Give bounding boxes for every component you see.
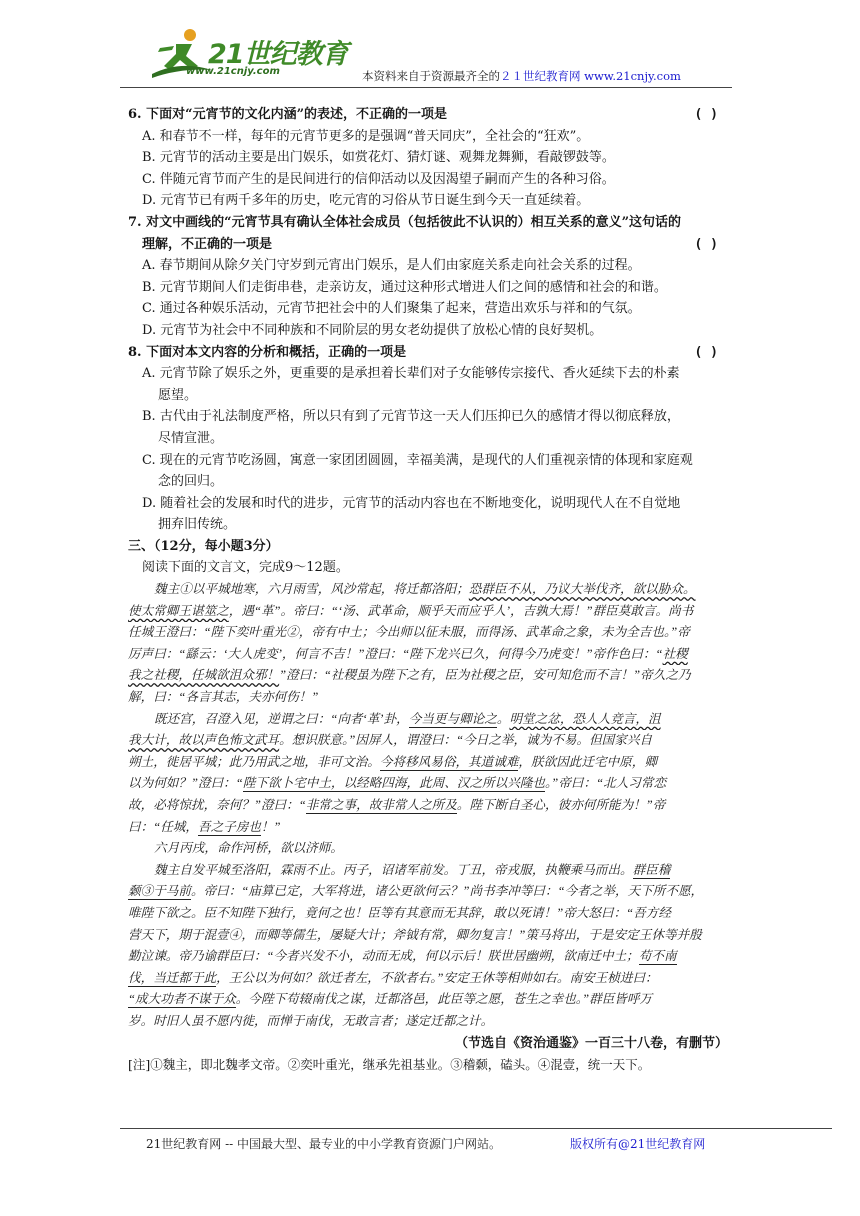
- tagline-prefix: 本资料来自于资源最齐全的: [362, 69, 500, 83]
- question-list: [128, 104, 732, 536]
- site-logo[interactable]: [146, 26, 346, 82]
- page-footer: [146, 1135, 706, 1152]
- passage-text: 唯陛下欲之。臣不知陛下独行，竟何之也！臣等有其意而无其辞，敢以死请！”帝大怒曰：“吾方经: [128, 905, 671, 920]
- passage-line: [128, 795, 732, 817]
- question-6-option-A: A. 和春节不一样，每年的元宵节更多的是强调“普天同庆”，全社会的“狂欢”。: [142, 128, 590, 144]
- question-6-option-C: C. 伴随元宵节而产生的是民间进行的信仰活动以及因渴望子嗣而产生的各种习俗。: [142, 171, 615, 187]
- passage-text: 魏主自发平城至洛阳，霖雨不止。丙子，诏诸军前发。丁丑，帝戎服，执鞭乘马而出。: [154, 862, 633, 877]
- question-6-option-B: B. 元宵节的活动主要是出门娱乐，如赏花灯、猜灯谜、观舞龙舞狮，看敲锣鼓等。: [142, 150, 615, 166]
- underlined-phrase: 颡③于马前: [128, 884, 191, 899]
- passage-text: 营天下，期于混壹④，而卿等儒生，屡疑大计；斧钺有常，卿勿复言！”策马将出，于是安定王休等并殷: [128, 927, 702, 942]
- passage-line: [128, 601, 732, 623]
- footer-copyright-link[interactable]: 版权所有@21世纪教育网: [570, 1137, 706, 1151]
- passage-line: [128, 925, 732, 947]
- passage-text: ，遇“革”。帝曰：“‘汤、武革命，顺乎天而应乎人’，吉孰大焉！”群臣莫敢言。尚书: [228, 603, 694, 618]
- section-classical-chinese: [128, 536, 732, 1076]
- header-divider: [120, 87, 732, 88]
- underlined-phrase: 今将移风易俗，其道诚难: [379, 754, 519, 769]
- tagline-site-link[interactable]: ２１世纪教育网: [500, 69, 581, 83]
- passage-text: 朔土，徙居平城；此乃用武之地，非可文治。: [128, 754, 380, 769]
- passage-text: ”澄曰：“社稷虽为陛下之有，臣为社稷之臣，安可知危而不言！”帝久之乃: [279, 668, 691, 683]
- passage-text: 勤泣谏。帝乃谕群臣曰：“今者兴发不小，动而无成，何以示后！朕世居幽朔，欲南迁中土；: [128, 949, 639, 964]
- question-7-option-D: D. 元宵节为社会中不同种族和不同阶层的男女老幼提供了放松心情的良好契机。: [142, 322, 603, 338]
- question-stem-text: 6. 下面对“元宵节的文化内涵”的表述，不正确的一项是: [128, 107, 448, 122]
- question-8-option-A: A. 元宵节除了娱乐之外，更重要的是承担着长辈们对子女能够传宗接代、香火延续下去的朴素: [142, 366, 680, 382]
- underlined-phrase: 苟不南: [638, 949, 677, 964]
- question-stem-text: 7. 对文中画线的“元宵节具有确认全体社会成员（包括彼此不认识的）相互关系的意义”这句话的: [128, 214, 682, 230]
- passage-text: 。”帝曰：“北人习常恋: [545, 776, 667, 791]
- question-7-option-A: A. 春节期间从除夕关门守岁到元宵出门娱乐，是人们由家庭关系走向社会关系的过程。: [142, 258, 641, 274]
- passage-text: ，王公以为何如？欲迁者左，不欲者右。”安定王休等相帅如右。南安王桢进曰：: [216, 970, 658, 985]
- footer-site-description: 21世纪教育网 -- 中国最大型、最专业的中小学教育资源门户网站。: [146, 1137, 502, 1151]
- underlined-phrase: 非常之事，故非常人之所及: [305, 798, 457, 812]
- underlined-phrase: 伐，当迁都于此: [128, 970, 217, 985]
- passage-text: 以为何如？”澄曰：“: [128, 776, 243, 791]
- passage-footnote: [注]①魏主，即北魏孝文帝。②奕叶重光，继承先祖基业。③稽颡，磕头。④混壹，统一天下。: [128, 1057, 651, 1073]
- passage-text: 故，必将惊扰，奈何？”澄曰：“: [128, 798, 306, 812]
- passage-text: ！”: [260, 819, 281, 834]
- logo-url-text: www.21cnjy.com: [186, 66, 280, 77]
- passage-text: 任城王澄曰：“陛下奕叶重光②，帝有中土；今出师以征未服，而得汤、武革命之象，未为全吉也。”帝: [128, 625, 690, 640]
- underlined-phrase: “成大功者不谋于众: [128, 992, 236, 1007]
- question-8-option-B-cont: 尽情宣泄。: [158, 430, 224, 446]
- question-8-stem: [128, 342, 732, 364]
- question-stem-continuation: [128, 234, 732, 256]
- underlined-phrase: 今当更与卿论之: [408, 711, 497, 726]
- passage-line: [128, 903, 732, 925]
- question-6-stem: [128, 104, 732, 126]
- passage-line: [128, 989, 732, 1011]
- underlined-phrase: 社稷: [662, 646, 688, 661]
- question-8-option-B: B. 古代由于礼法制度严格，所以只有到了元宵节这一天人们压抑已久的感情才得以彻底释放，: [142, 409, 680, 425]
- passage-text: 曰：“任城，: [128, 819, 198, 834]
- passage-line: [128, 665, 732, 687]
- answer-bracket: ( ): [694, 107, 718, 122]
- passage-text: ，朕欲因此迁宅中原，卿: [518, 754, 657, 769]
- passage-text: 六月丙戌，命作河桥，欲以济师。: [154, 841, 343, 856]
- question-8-option-D: D. 随着社会的发展和时代的进步，元宵节的活动内容也在不断地变化，说明现代人在不自觉地: [142, 495, 681, 511]
- question-stem-cont-text: 理解，不正确的一项是: [142, 236, 273, 252]
- question-8-option-D-cont: 拥弃旧传统。: [158, 517, 237, 533]
- passage-line: [128, 968, 732, 990]
- passage-text: 既还宫，召澄入见，逆谓之曰：“向者‘革’卦，: [154, 711, 409, 726]
- passage-line: [128, 1011, 732, 1033]
- underlined-phrase: 群臣稽: [632, 862, 671, 877]
- answer-bracket: ( ): [694, 344, 718, 360]
- passage-text: 。帝曰：“庙算已定，大军将进，诸公更欲何云？”尚书李冲等曰：“今者之举，天下所不愿，: [190, 884, 704, 899]
- passage-line: [128, 752, 732, 774]
- passage-line: [128, 773, 732, 795]
- passage-line: [128, 644, 732, 666]
- section-instruction: 阅读下面的文言文，完成9～12题。: [142, 560, 349, 576]
- classical-passage: [128, 579, 732, 1032]
- passage-text: 魏主①以平城地寒，六月雨雪，风沙常起，将迁都洛阳；: [154, 582, 469, 597]
- passage-text: 。想识朕意。”因屏人，谓澄曰：“今日之举，诚为不易。但国家兴自: [279, 733, 653, 748]
- question-8-option-A-cont: 愿望。: [158, 387, 198, 403]
- question-7-option-C: C. 通过各种娱乐活动，元宵节把社会中的人们聚集了起来，营造出欢乐与祥和的气氛。: [142, 301, 641, 317]
- underlined-phrase: 陛下欲卜宅中土，以经略四海，此周、汉之所以兴隆也: [242, 776, 546, 791]
- question-6-option-D: D. 元宵节已有两千多年的历史，吃元宵的习俗从节日诞生到今天一直延续着。: [142, 193, 590, 209]
- underlined-phrase: 我大计，故以声色怖文武耳: [128, 733, 280, 748]
- underlined-phrase: 吾之子房也: [197, 819, 261, 834]
- passage-line: [128, 687, 732, 709]
- passage-text: 。今陛下苟辍南伐之谋，迁都洛邑，此臣等之愿，苍生之幸也。”群臣皆呼万: [235, 992, 653, 1007]
- exam-page-scan: [128, 104, 732, 1073]
- passage-text: 。陛下断自圣心，彼亦何所能为！”帝: [456, 798, 666, 812]
- footer-divider: [120, 1128, 832, 1129]
- passage-line: [128, 817, 732, 839]
- question-7-option-B: B. 元宵节期间人们走街串巷，走亲访友，通过这种形式增进人们之间的感情和社会的和谐。: [142, 279, 667, 295]
- header-tagline: [362, 68, 681, 84]
- tagline-url-link[interactable]: www.21cnjy.com: [584, 69, 681, 83]
- logo-brand-text: 21世纪教育: [208, 39, 348, 70]
- underlined-phrase: 明堂之忿，恐人人竞言，沮: [509, 711, 661, 726]
- passage-line: [128, 709, 732, 731]
- question-stem-text: 8. 下面对本文内容的分析和概括，正确的一项是: [128, 344, 407, 360]
- underlined-phrase: 我之社稷，任城欲沮众邪！: [128, 668, 280, 683]
- passage-line: [128, 579, 732, 601]
- passage-text: 解，曰：“各言其志，夫亦何伤！”: [128, 690, 319, 705]
- passage-line: [128, 881, 732, 903]
- passage-line: [128, 622, 732, 644]
- question-8-option-C-cont: 念的回归。: [158, 474, 224, 490]
- section-heading: 三、（12分，每小题3分）: [128, 538, 279, 554]
- passage-line: [128, 946, 732, 968]
- question-8-option-C: C. 现在的元宵节吃汤圆，寓意一家团团圆圆，幸福美满，是现代的人们重视亲情的体现和家庭观: [142, 452, 693, 468]
- passage-text: 厉声曰：“繇云：‘大人虎变’，何言不吉！”澄曰：“陛下龙兴已久，何得今乃虎变！”帝作色曰：“: [128, 646, 663, 661]
- passage-line: [128, 730, 732, 752]
- underlined-phrase: 恐群臣不从，乃议大举伐齐，欲以胁众。: [468, 582, 696, 597]
- question-7-stem: [128, 212, 732, 234]
- answer-bracket: ( ): [694, 236, 718, 252]
- passage-line: [128, 860, 732, 882]
- passage-source: （节选自《资治通鉴》一百三十八卷，有删节）: [454, 1035, 728, 1051]
- underlined-phrase: 使太常卿王谌筮之: [128, 603, 229, 618]
- passage-line: [128, 838, 732, 860]
- passage-text: 岁。时旧人虽不愿内徙，而惮于南伐，无敢言者；遂定迁都之计。: [128, 1013, 494, 1028]
- passage-text: 。: [496, 711, 510, 726]
